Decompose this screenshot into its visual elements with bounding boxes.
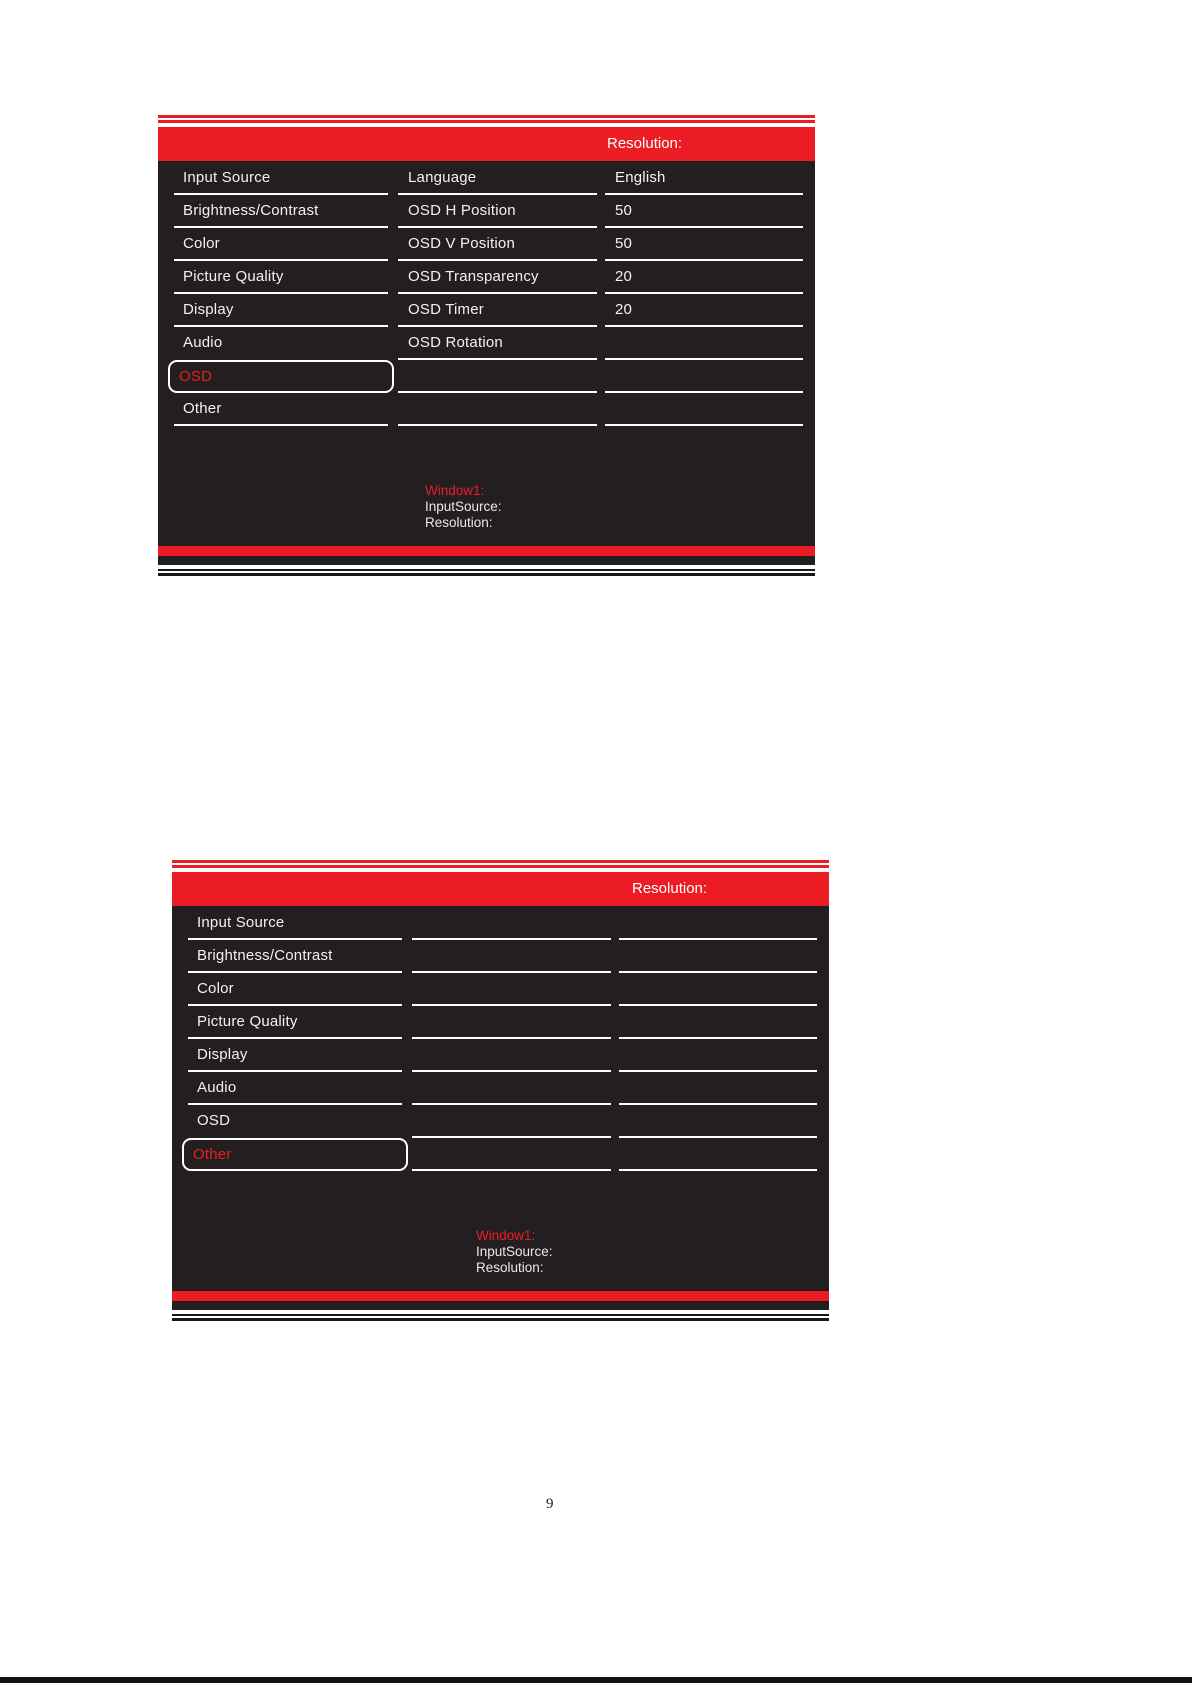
window-resolution: Resolution: [476,1260,544,1275]
setting-empty [412,940,611,973]
page-number: 9 [546,1496,554,1512]
value-osd-h-position [605,195,803,228]
menu-item-input-source [188,907,402,940]
setting-empty [412,1072,611,1105]
value-language [605,162,803,195]
menu-item-label: Brightness/Contrast [183,202,319,219]
window-input-source: InputSource: [476,1244,553,1259]
menu-item-label: Input Source [197,914,285,931]
window-input-source: InputSource: [425,499,502,514]
bottom-rule-thick [172,1318,829,1321]
value-osd-transparency [605,261,803,294]
menu-item-display [174,294,388,327]
bottom-rule-thin [158,569,815,571]
menu-item-display [188,1039,402,1072]
menu-item-color [174,228,388,261]
setting-label: OSD Transparency [408,268,539,285]
value-text: 20 [615,301,633,318]
setting-osd-h-position [398,195,597,228]
menu-item-other-selected [182,1138,408,1171]
top-red-rule-1 [172,860,829,863]
setting-language [398,162,597,195]
setting-empty [412,1006,611,1039]
value-empty [619,1138,817,1171]
menu-item-label: Other [183,400,222,417]
menu-item-other [174,393,388,426]
menu-item-input-source [174,162,388,195]
menu-item-label: Color [183,235,220,252]
bottom-dark-bar [158,556,815,565]
bottom-rule-thick [158,573,815,576]
window-title: Window1: [425,483,485,498]
window-title: Window1: [476,1228,536,1243]
setting-osd-transparency [398,261,597,294]
resolution-header-label: Resolution: [632,880,708,897]
menu-item-label: Display [197,1046,248,1063]
top-red-rule-2 [172,865,829,868]
window-info-block [476,1228,553,1276]
menu-column-values [619,907,817,1171]
setting-empty [412,1039,611,1072]
menu-column-main [174,162,388,426]
value-empty [619,907,817,940]
value-empty [619,1039,817,1072]
top-red-rule-1 [158,115,815,118]
setting-label: OSD Rotation [408,334,503,351]
menu-item-audio [174,327,388,360]
value-empty [619,973,817,1006]
value-text: 50 [615,202,633,219]
menu-item-label: OSD [197,1112,231,1129]
value-text: 20 [615,268,633,285]
window-info-block [425,483,502,531]
menu-item-label: Picture Quality [183,268,284,285]
menu-item-picture-quality [188,1006,402,1039]
menu-item-label: OSD [179,368,213,385]
menu-column-settings [398,162,597,426]
setting-label: Language [408,169,477,186]
bottom-rule-thin [172,1314,829,1316]
value-osd-v-position [605,228,803,261]
menu-item-label: Brightness/Contrast [197,947,333,964]
menu-item-label: Picture Quality [197,1013,298,1030]
menu-column-main [188,907,402,1171]
menu-item-brightness-contrast [188,940,402,973]
setting-label: OSD V Position [408,235,516,252]
window-resolution: Resolution: [425,515,493,530]
setting-label: OSD H Position [408,202,516,219]
menu-header-bar [158,127,815,161]
menu-item-brightness-contrast [174,195,388,228]
value-empty [619,940,817,973]
menu-item-color [188,973,402,1006]
menu-column-values [605,162,803,426]
menu-item-audio [188,1072,402,1105]
bottom-red-bar [172,1291,829,1301]
resolution-header-label: Resolution: [607,135,683,152]
page-bottom-border [0,1677,1192,1683]
bottom-red-bar [158,546,815,556]
menu-column-settings [412,907,611,1171]
menu-header-bar [172,872,829,906]
setting-label: OSD Timer [408,301,484,318]
value-empty [619,1072,817,1105]
menu-item-label: Display [183,301,234,318]
value-empty [619,1105,817,1138]
setting-empty [412,907,611,940]
setting-osd-v-position [398,228,597,261]
osd-menu-screenshot-1 [158,115,815,576]
value-osd-timer [605,294,803,327]
setting-empty [398,393,597,426]
menu-item-label: Other [193,1146,232,1163]
setting-empty [398,360,597,393]
value-empty [605,360,803,393]
menu-item-label: Audio [197,1079,237,1096]
setting-osd-rotation [398,327,597,360]
value-empty [619,1006,817,1039]
menu-body [172,906,829,1291]
setting-empty [412,973,611,1006]
value-text: 50 [615,235,633,252]
osd-menu-screenshot-2 [172,860,829,1321]
top-red-rule-2 [158,120,815,123]
setting-empty [412,1138,611,1171]
bottom-dark-bar [172,1301,829,1310]
menu-item-label: Color [197,980,234,997]
setting-osd-timer [398,294,597,327]
menu-body [158,161,815,546]
menu-item-picture-quality [174,261,388,294]
value-text: English [615,169,666,186]
setting-empty [412,1105,611,1138]
value-empty [605,393,803,426]
menu-item-osd [188,1105,402,1138]
menu-item-osd-selected [168,360,394,393]
menu-item-label: Audio [183,334,223,351]
value-empty [605,327,803,360]
menu-item-label: Input Source [183,169,271,186]
